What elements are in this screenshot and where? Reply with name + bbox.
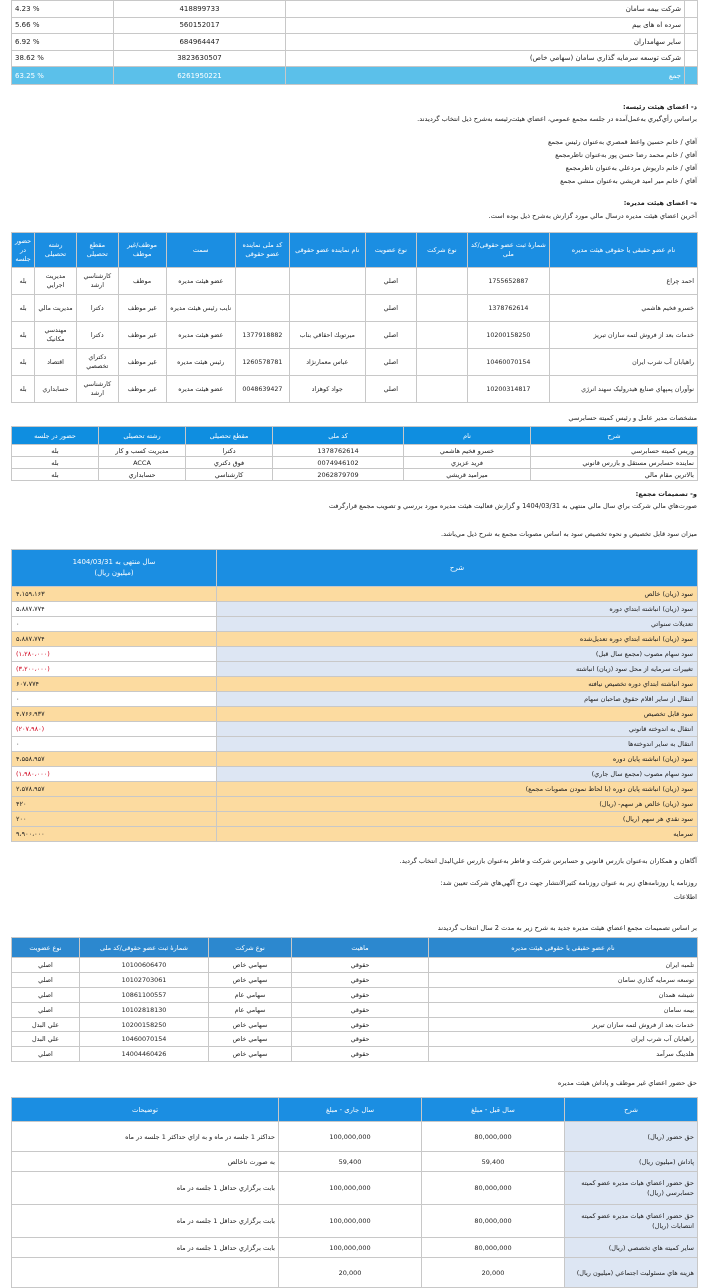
newspaper-line: روزنامه يا روزنامه‌هاي زير به عنوان روزنامه كثيرالانتشار جهت درج آگهي‌هاي شرکت تعيين شد:	[440, 879, 697, 887]
ceo-table	[11, 426, 698, 481]
table-row	[12, 376, 698, 403]
row-value: ۰	[12, 737, 217, 752]
row-label: تعديلات سنواتي	[217, 617, 698, 632]
table-cell: كارشناسي	[186, 469, 273, 481]
table-row	[12, 268, 698, 295]
table-cell: ميراميد قريشي	[404, 469, 531, 481]
table-row	[12, 349, 698, 376]
row-label: انتقال به ساير اندوخته‌ها	[217, 737, 698, 752]
row-label: سود سهام مصوب (مجمع سال جاري)	[217, 767, 698, 782]
table-cell: نايب رئيس هيئت مديره	[166, 295, 235, 322]
table-cell: 80,000,000	[422, 1238, 565, 1258]
table-cell: 20,000	[422, 1258, 565, 1288]
row-label: انتقال به اندوخته قانوني	[217, 722, 698, 737]
table-cell: بله	[12, 349, 35, 376]
table-cell: 1378762614	[467, 295, 549, 322]
table-cell: شيشه همدان	[429, 987, 698, 1002]
row-label: سود (زيان) انباشته ابتداي دوره تعديل‌شده	[217, 632, 698, 647]
table-cell: 10460070154	[467, 349, 549, 376]
row-value: ۶۰۷،۷۷۴	[12, 677, 217, 692]
table-row	[12, 737, 698, 752]
table-cell: كارشناسي ارشد	[76, 268, 118, 295]
row-value: ۵،۸۸۷،۷۷۴	[12, 602, 217, 617]
table-cell	[416, 268, 467, 295]
table-cell: به صورت ناخالص	[12, 1152, 279, 1172]
table-cell: رئيس هيئت مديره	[166, 349, 235, 376]
table-cell: 100,000,000	[279, 1122, 422, 1152]
row-value: (۱،۲۸۰،۰۰۰)	[12, 647, 217, 662]
table-cell: دكتراي تخصصي	[76, 349, 118, 376]
table-cell: اصلي	[365, 376, 416, 403]
table-cell	[416, 376, 467, 403]
table-row	[12, 692, 698, 707]
table-cell	[289, 268, 365, 295]
row-value: ۹،۹۰۰،۰۰۰	[12, 827, 217, 842]
table-cell: ACCA	[99, 457, 186, 469]
table-row	[12, 587, 698, 602]
table-row	[12, 457, 698, 469]
row-value: ۴۲۰	[12, 797, 217, 812]
table-cell: عباس معمارنژاد	[289, 349, 365, 376]
table-cell: سهامي عام	[209, 1002, 292, 1017]
table-cell: اقتصاد	[35, 349, 77, 376]
table-row	[12, 722, 698, 737]
table-cell: 10100606470	[80, 958, 209, 973]
table-row	[12, 632, 698, 647]
table-cell: حق حضور اعضاي هيات مديره عضو کميته انتصابات (ريال)	[565, 1205, 698, 1238]
table-cell: 10200158250	[80, 1017, 209, 1032]
table-cell: بله	[12, 445, 99, 457]
table-cell: موظف	[118, 268, 166, 295]
row-value: ۴،۵۵۸،۹۵۷	[12, 752, 217, 767]
ceo-title: مشخصات مدير عامل و رئيس کميته حسابرسي	[568, 414, 697, 422]
table-cell: 80,000,000	[422, 1122, 565, 1152]
table-cell: علي البدل	[12, 1017, 80, 1032]
table-cell: عضو هيئت مديره	[166, 376, 235, 403]
table-row: سایر سهامداران 684964447 % 6.92	[12, 34, 698, 51]
table-row	[12, 1258, 698, 1288]
table-row	[12, 295, 698, 322]
row-label: سود انباشته ابتداي دوره تخصيص نيافته	[217, 677, 698, 692]
row-label: سرمايه	[217, 827, 698, 842]
newspaper-name: اطلاعات	[673, 893, 697, 901]
table-cell: بابت برگزاري حداقل 1 جلسه در ماه	[12, 1205, 279, 1238]
row-label: سود (زيان) انباشته پايان دوره	[217, 752, 698, 767]
table-cell	[416, 322, 467, 349]
table-cell: اصلي	[365, 295, 416, 322]
table-header: شرح سال قبل - مبلغ سال جاری - مبلغ توضیحات	[12, 1098, 698, 1122]
table-row: شرکت توسعه سرمایه گذاري سامان (سهامي خاص) 3823630507 % 38.62	[12, 50, 698, 67]
row-label: انتقال از ساير اقلام حقوق صاحبان سهام	[217, 692, 698, 707]
chair-title: د- اعضای هیئت رئیسه:	[622, 103, 697, 111]
table-cell: 1377918882	[235, 322, 289, 349]
table-cell: حقوقي	[292, 1032, 429, 1047]
table-row	[12, 1238, 698, 1258]
table-cell	[416, 295, 467, 322]
table-row	[12, 987, 698, 1002]
table-row	[12, 1172, 698, 1205]
table-cell: 100,000,000	[279, 1172, 422, 1205]
table-cell	[416, 349, 467, 376]
table-row	[12, 1122, 698, 1152]
decisions-line: صورت‌هاي مالي شرکت براي سال مالي منتهي به 1404/03/31 و گزارش فعاليت هيئت مديره مورد بررسي و تصويب مجمع قرارگرفت	[328, 502, 697, 510]
table-cell: وريس کميته حسابرسي	[531, 445, 698, 457]
table-row	[12, 602, 698, 617]
auditor-line: آگاهان و همكاران به‌عنوان بازرس قانوني و حسابرس شرکت و فاطر به‌عنوان بازرس علي‌البدل انتخاب گرديد.	[399, 857, 697, 865]
table-row	[12, 469, 698, 481]
table-cell: راهيابان آب شرب ايران	[549, 349, 697, 376]
table-cell: اصلي	[365, 322, 416, 349]
table-cell: عضو هيئت مديره	[166, 268, 235, 295]
board-table	[11, 232, 698, 403]
table-cell: حقوقي	[292, 1047, 429, 1062]
table-row	[12, 972, 698, 987]
table-cell: 80,000,000	[422, 1205, 565, 1238]
table-cell: بله	[12, 322, 35, 349]
table-cell: هلدينگ سرآمد	[429, 1047, 698, 1062]
table-cell: سهامي عام	[209, 987, 292, 1002]
row-value: ۰	[12, 617, 217, 632]
table-cell: 59,400	[279, 1152, 422, 1172]
table-cell: اصلي	[365, 349, 416, 376]
table-cell: ميرتوبك احقاقي بناب	[289, 322, 365, 349]
chair-line: آقاي / خانم مير اميد قريشي به‌عنوان منشي مجمع	[560, 177, 697, 185]
table-cell: حقوقي	[292, 987, 429, 1002]
table-cell: فريد عزيزي	[404, 457, 531, 469]
table-cell: حقوقي	[292, 972, 429, 987]
new-board-title: بر اساس تصميمات مجمع اعضاي هيئت مديره جديد به شرح زير به مدت 2 سال انتخاب گرديدند	[437, 924, 697, 932]
table-cell: 80,000,000	[422, 1172, 565, 1205]
table-cell: 10460070154	[80, 1032, 209, 1047]
row-value: ۵،۸۸۷،۷۷۴	[12, 632, 217, 647]
chair-intro: براساس رأي‌گيري به‌عمل‌آمده در جلسه مجمع عمومي، اعضاي هيئت‌رئيسه به‌شرح ذيل انتخاب گرديدند.	[417, 115, 697, 123]
row-label: سود (زيان) خالص هر سهم- (ريال)	[217, 797, 698, 812]
table-cell: خدمات بعد از فروش لتمه سازان تبريز	[549, 322, 697, 349]
table-cell: خدمات بعد از فروش لتمه سازان تبريز	[429, 1017, 698, 1032]
table-row	[12, 707, 698, 722]
table-cell: خسرو فخيم هاشمي	[404, 445, 531, 457]
board-intro: آخرين اعضاي هيئت مديره درسال مالي مورد گزارش به‌شرح ذيل بوده است.	[488, 212, 697, 220]
table-cell: 100,000,000	[279, 1238, 422, 1258]
table-cell: حقوقي	[292, 1002, 429, 1017]
table-row	[12, 445, 698, 457]
table-cell: بله	[12, 376, 35, 403]
row-value: (۲۰۷،۹۸۰)	[12, 722, 217, 737]
table-cell: 59,400	[422, 1152, 565, 1172]
table-cell: تلمبه ايران	[429, 958, 698, 973]
table-row	[12, 1002, 698, 1017]
table-cell: بابت برگزاري حداقل 1 جلسه در ماه	[12, 1238, 279, 1258]
table-cell: ساير کميته هاي تخصصي (ريال)	[565, 1238, 698, 1258]
chair-line: آقاي / خانم داريوش مردعلي به‌عنوان ناظرمجمع	[565, 164, 697, 172]
table-cell: سهامي خاص	[209, 1017, 292, 1032]
total-row: جمع 6261950221 % 63.25	[12, 67, 698, 85]
table-cell: سهامي خاص	[209, 958, 292, 973]
row-value: ۴،۱۵۹،۱۶۳	[12, 587, 217, 602]
chair-line: آقاي / خانم محمد رضا حسن پور به‌عنوان ناظرمجمع	[555, 151, 697, 159]
table-cell: حق حضور (ريال)	[565, 1122, 698, 1152]
table-cell: عضو هيئت مديره	[166, 322, 235, 349]
row-value: ۴،۷۶۶،۹۳۷	[12, 707, 217, 722]
table-cell: 0048639427	[235, 376, 289, 403]
table-row	[12, 1032, 698, 1047]
table-cell: اصلي	[12, 972, 80, 987]
table-cell: 10861100557	[80, 987, 209, 1002]
table-cell: فوق دكتري	[186, 457, 273, 469]
table-row	[12, 1047, 698, 1062]
table-cell: بله	[12, 268, 35, 295]
table-cell: اصلي	[12, 1002, 80, 1017]
row-value: ۰	[12, 692, 217, 707]
table-cell: بابت برگزاري حداقل 1 جلسه در ماه	[12, 1172, 279, 1205]
table-cell: 0074946102	[273, 457, 404, 469]
row-label: سود نقدي هر سهم (ريال)	[217, 812, 698, 827]
table-cell: غير موظف	[118, 322, 166, 349]
table-cell: دكترا	[76, 295, 118, 322]
table-cell: 14004460426	[80, 1047, 209, 1062]
row-value: ۲۰۰	[12, 812, 217, 827]
table-cell: سهامي خاص	[209, 972, 292, 987]
table-cell: هزينه هاي مسئوليت اجتماعي (ميليون ريال)	[565, 1258, 698, 1288]
fees-title: حق حضور اعضاي غير موظف و پاداش هيئت مديره	[557, 1079, 697, 1087]
table-row	[12, 1205, 698, 1238]
table-cell: 10200158250	[467, 322, 549, 349]
table-cell: كارشناسي ارشد	[76, 376, 118, 403]
table-header: شرح نام کد ملی مقطع تحصیلی رشته تحصیلی حضور در جلسه	[12, 427, 698, 445]
table-row	[12, 958, 698, 973]
table-header: نام عضو حقیقی یا حقوقی هیئت مدیره شمارهٔ ثبت عضو حقوقی/کد ملی نوع شرکت نوع عضویت نام نماینده عضو حقوقی کد ملی نماینده عضو حقوقی سمت موظف/غیر موظف مقطع تحصیلی رشته تحصیلی حضور در جلسه	[12, 233, 698, 268]
table-row	[12, 827, 698, 842]
table-cell: 20,000	[279, 1258, 422, 1288]
table-cell: جواد کوهزاد	[289, 376, 365, 403]
board-title: ه- اعضای هیئت مدیره:	[623, 199, 697, 207]
table-cell: راهيابان آب شرب ايران	[429, 1032, 698, 1047]
table-row	[12, 752, 698, 767]
table-row: شرکت بیمه سامان 418899733 % 4.23	[12, 1, 698, 18]
table-cell	[289, 295, 365, 322]
fees-table	[11, 1097, 698, 1288]
table-cell: اصلي	[12, 987, 80, 1002]
table-cell: علي البدل	[12, 1032, 80, 1047]
row-label: سود سهام مصوب (مجمع سال قبل)	[217, 647, 698, 662]
table-row	[12, 797, 698, 812]
decisions-line: ميزان سود قابل تخصيص و نحوه تخصيص سود به اساس مصوبات مجمع به شرح ذيل مي‌باشد.	[440, 530, 697, 538]
row-label: تغييرات سرمايه از محل سود (زيان) انباشته	[217, 662, 698, 677]
profit-table	[11, 549, 698, 842]
table-cell: مديريت مالي	[35, 295, 77, 322]
table-row	[12, 782, 698, 797]
table-row	[12, 662, 698, 677]
table-cell: حداكثر 1 جلسه در ماه و به ازاي حداكثر 1 جلسه در ماه	[12, 1122, 279, 1152]
row-value: (۳،۲۰۰،۰۰۰)	[12, 662, 217, 677]
table-row	[12, 617, 698, 632]
table-cell: 2062879709	[273, 469, 404, 481]
table-cell: 100,000,000	[279, 1205, 422, 1238]
table-cell: نماينده حسابرس مستقل و بازرس قانوني	[531, 457, 698, 469]
table-cell: دكترا	[76, 322, 118, 349]
table-cell: اصلي	[12, 1047, 80, 1062]
table-row	[12, 1017, 698, 1032]
table-cell	[235, 295, 289, 322]
chair-line: آقاي / خانم حسين واعظ قمصري به‌عنوان رئيس مجمع	[547, 138, 697, 146]
table-cell: 1755652887	[467, 268, 549, 295]
table-cell: غير موظف	[118, 376, 166, 403]
table-cell: حسابداري	[99, 469, 186, 481]
table-cell	[12, 1258, 279, 1288]
table-cell: 10200314817	[467, 376, 549, 403]
table-cell: مديريت كسب و كار	[99, 445, 186, 457]
table-cell: 1260578781	[235, 349, 289, 376]
table-cell: سهامي خاص	[209, 1032, 292, 1047]
table-cell: توسعه سرمايه گذاري سامان	[429, 972, 698, 987]
table-cell: احمد چراغ	[549, 268, 697, 295]
table-cell: 10102818130	[80, 1002, 209, 1017]
row-value: ۲،۵۷۸،۹۵۷	[12, 782, 217, 797]
table-cell: نوآوران پمپهاي صنايع هيدروليک سهند انرژي	[549, 376, 697, 403]
table-header: شرح سال منتهی به 1404/03/31 (میلیون ریال)	[12, 550, 698, 587]
row-label: سود (زيان) انباشته ابتداي دوره	[217, 602, 698, 617]
row-label: سود (زيان) خالص	[217, 587, 698, 602]
table-row: سرده اه های بیم 560152017 % 5.66	[12, 17, 698, 34]
table-row	[12, 812, 698, 827]
table-cell: حسابداري	[35, 376, 77, 403]
table-row	[12, 647, 698, 662]
table-cell: خسرو فخيم هاشمي	[549, 295, 697, 322]
table-cell	[235, 268, 289, 295]
table-cell: بله	[12, 469, 99, 481]
table-cell: 10102703061	[80, 972, 209, 987]
table-cell: حقوقي	[292, 1017, 429, 1032]
table-row	[12, 677, 698, 692]
table-row	[12, 322, 698, 349]
shareholders-table	[11, 0, 698, 85]
table-cell: حقوقي	[292, 958, 429, 973]
table-cell: حق حضور اعضاي هيات مديره عضو کميته حسابرسي (ريال)	[565, 1172, 698, 1205]
table-cell: مهندسي مكانيک	[35, 322, 77, 349]
row-label: سود (زيان) انباشته پايان دوره (با لحاظ نمودن مصوبات مجمع)	[217, 782, 698, 797]
table-header: نام عضو حقیقی یا حقوقی هیئت مدیره ماهیت نوع شرکت شمارهٔ ثبت عضو حقوقی/کد ملی نوع عضویت	[12, 938, 698, 958]
table-cell: اصلي	[365, 268, 416, 295]
new-board-table	[11, 937, 698, 1062]
row-label: سود قابل تخصيص	[217, 707, 698, 722]
table-row	[12, 1152, 698, 1172]
table-cell: مديريت اجرايي	[35, 268, 77, 295]
table-cell: دكترا	[186, 445, 273, 457]
table-cell: غير موظف	[118, 295, 166, 322]
table-cell: بله	[12, 457, 99, 469]
table-cell: بله	[12, 295, 35, 322]
table-cell: اصلي	[12, 958, 80, 973]
table-cell: 1378762614	[273, 445, 404, 457]
table-cell: سهامي خاص	[209, 1047, 292, 1062]
table-row	[12, 767, 698, 782]
table-cell: غير موظف	[118, 349, 166, 376]
table-cell: بيمه سامان	[429, 1002, 698, 1017]
row-value: (۱،۹۸۰،۰۰۰)	[12, 767, 217, 782]
decisions-title: و- تصمیمات مجمع:	[635, 490, 697, 498]
table-cell: بالاترين مقام مالي	[531, 469, 698, 481]
table-cell: پاداش (ميليون ريال)	[565, 1152, 698, 1172]
